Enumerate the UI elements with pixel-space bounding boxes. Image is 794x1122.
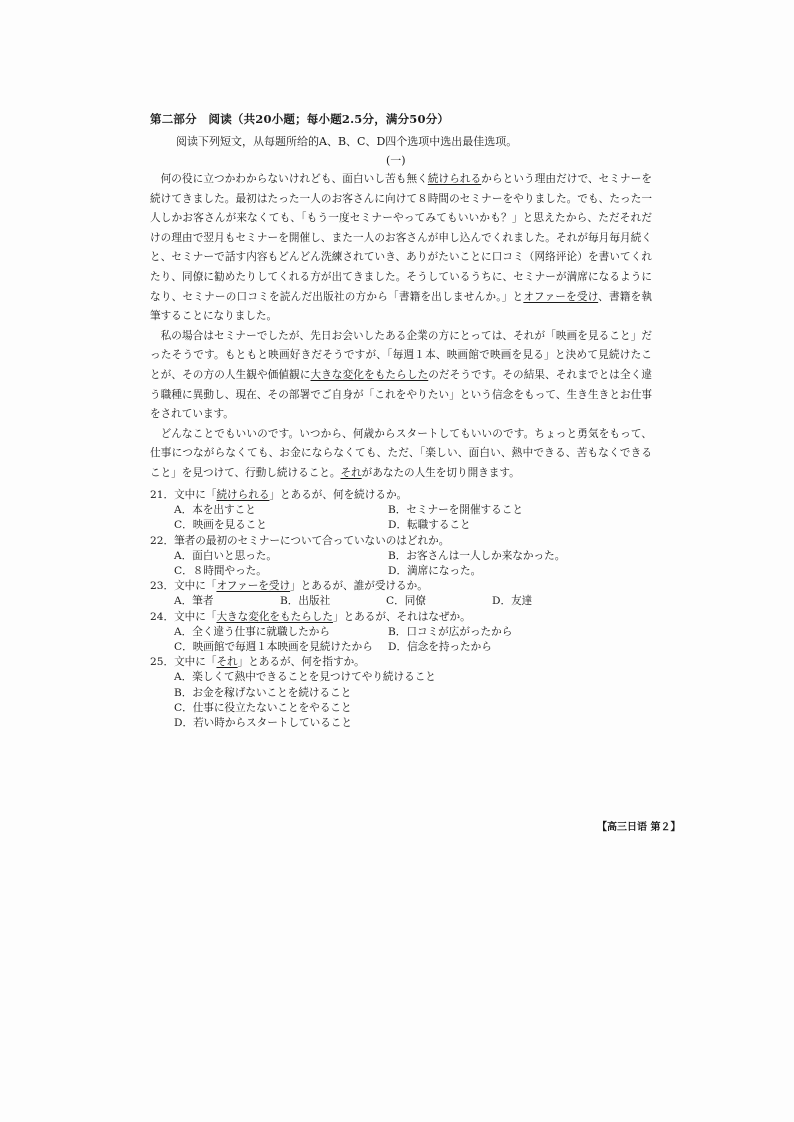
text-span: 24．文中に「 <box>150 610 217 623</box>
question-23-stem <box>150 579 650 594</box>
q21-option-c[interactable]: C．映画を見ること <box>174 519 267 532</box>
q24-option-d[interactable]: D．信念を持ったから <box>388 641 492 654</box>
question-21-stem <box>150 488 650 503</box>
question-24-stem <box>150 610 650 625</box>
passage-paragraph-1 <box>150 170 652 327</box>
question-list <box>150 488 650 731</box>
text-span: 、書籍を執筆することになりました。 <box>150 290 653 323</box>
q24-option-c[interactable]: C．映画館で毎週１本映画を見続けたから <box>174 641 373 654</box>
text-span: 大きな変化をもたらした <box>216 610 333 623</box>
text-span: 」とあるが、誰が受けるか。 <box>290 580 428 593</box>
text-span: 何の役に立つかわからないけれども、面白いし苦も無く <box>160 173 428 185</box>
question-24-options-row-2 <box>150 640 650 655</box>
q23-option-d[interactable]: D．友達 <box>492 595 533 608</box>
text-span: どんなことでもいいのです。いつから、何歳からスタートしてもいいのです。ちょっと勇気をもって、仕事につながらなくても、お金にならなくても、ただ、「楽しい、面白い、熱中できる、苦もなくできること」を見つけて、行動し続けること。 <box>150 427 652 479</box>
q23-option-b[interactable]: B．出版社 <box>280 595 331 608</box>
underlined-phrase-21: 続けられる <box>427 173 482 185</box>
question-21-options-row-2 <box>150 518 650 533</box>
passage-number: (一) <box>386 154 406 167</box>
text-span: からという理由だけで、セミナーを続けてきました。最初はたった一人のお客さんに向けて８時間のセミナーをやりました。でも、たった一人しかお客さんが来なくても、「もう一度セミナーやってみてもいいかも？」と思えたから、ただそれだけの理由で翌月もセミナーを開催し、また一人のお客さんが申し込んでくれました。それが毎月毎月続くと、セミナーで話す内容もどんどん洗練されていき、ありがたいことに口コミ（网络评论）を書いてくれたり、同僚に勧めたりしてくれる方が出てきました。そうしているうちに、セミナーが満席になるようになり、セミナーの口コミを読んだ出版社の方から「書籍を出しませんか。」と <box>150 173 653 303</box>
q22-option-a[interactable]: A．面白いと思った。 <box>174 549 277 562</box>
q22-option-d[interactable]: D．満席になった。 <box>388 565 482 578</box>
q25-option-a[interactable]: A．楽しくて熱中できることを見つけてやり続けること <box>174 671 436 684</box>
text-span: 25．文中に「 <box>150 656 217 669</box>
q24-option-a[interactable]: A．全く違う仕事に就職したから <box>174 625 330 638</box>
q25-option-d[interactable]: D．若い時からスタートしていること <box>174 717 352 730</box>
text-span: それ <box>216 656 238 669</box>
question-25-stem <box>150 655 650 670</box>
text-span: 私の場合はセミナーでしたが、先日お会いしたある企業の方にとっては、それが「映画を見ること」だったそうです。もともと映画好きだそうですが、「毎週１本、映画館で映画を見る」と決めて見続けたことが、その方の人生観や価値観に <box>150 329 652 381</box>
reading-passage <box>150 170 652 484</box>
text-span: 」とあるが、何を続けるか。 <box>269 489 408 501</box>
section-instruction: 阅读下列短文，从每题所给的A、B、C、D四个选项中选出最佳选项。 <box>176 135 518 148</box>
text-span: 続けられる <box>216 489 270 501</box>
q25-option-b[interactable]: B．お金を稼げないことを続けること <box>174 686 352 699</box>
q24-option-b[interactable]: B．口コミが広がったから <box>388 625 513 638</box>
underlined-phrase-25: それ <box>340 466 362 479</box>
text-span: 21．文中に「 <box>150 489 217 501</box>
passage-paragraph-3 <box>150 425 652 484</box>
question-22-options-row-2 <box>150 564 650 579</box>
question-24-options-row-1 <box>150 625 650 640</box>
q21-option-a[interactable]: A．本を出すこと <box>174 504 256 517</box>
question-21-options-row-1 <box>150 503 650 518</box>
q22-option-c[interactable]: C．８時間やった。 <box>174 565 267 578</box>
text-span: 23．文中に「 <box>150 580 217 593</box>
underlined-phrase-24: 大きな変化をもたらした <box>310 368 429 381</box>
passage-paragraph-2 <box>150 327 652 425</box>
text-span: オファーを受け <box>216 580 291 593</box>
question-22-options-row-1 <box>150 549 650 564</box>
question-23-options-row <box>150 594 650 609</box>
section-heading: 第二部分 阅读（共20小题；每小题2.5分，满分50分） <box>150 112 450 126</box>
question-22-stem: 22．筆者の最初のセミナーについて合っていないのはどれか。 <box>150 534 450 547</box>
q23-option-c[interactable]: C．同僚 <box>386 595 426 608</box>
page-footer-label: 【高三日语 第２】 <box>597 822 681 833</box>
text-span: があなたの人生を切り開きます。 <box>361 466 520 479</box>
q25-option-c[interactable]: C．仕事に役立たないことをやること <box>174 701 352 714</box>
text-span: 」とあるが、それはなぜか。 <box>332 610 471 623</box>
q22-option-b[interactable]: B．お客さんは一人しか来なかった。 <box>388 549 566 562</box>
text-span: 」とあるが、何を指すか。 <box>237 656 365 669</box>
q21-option-b[interactable]: B．セミナーを開催すること <box>388 504 523 517</box>
text-span: のだそうです。その結果、それまでとは全く違う職種に異動し、現在、その部署でご自身が「これをやりたい」という信念をもって、生き生きとお仕事をされています。 <box>150 368 653 421</box>
q23-option-a[interactable]: A．筆者 <box>174 595 214 608</box>
underlined-phrase-23: オファーを受け <box>523 290 599 303</box>
q21-option-d[interactable]: D．転職すること <box>388 519 471 532</box>
